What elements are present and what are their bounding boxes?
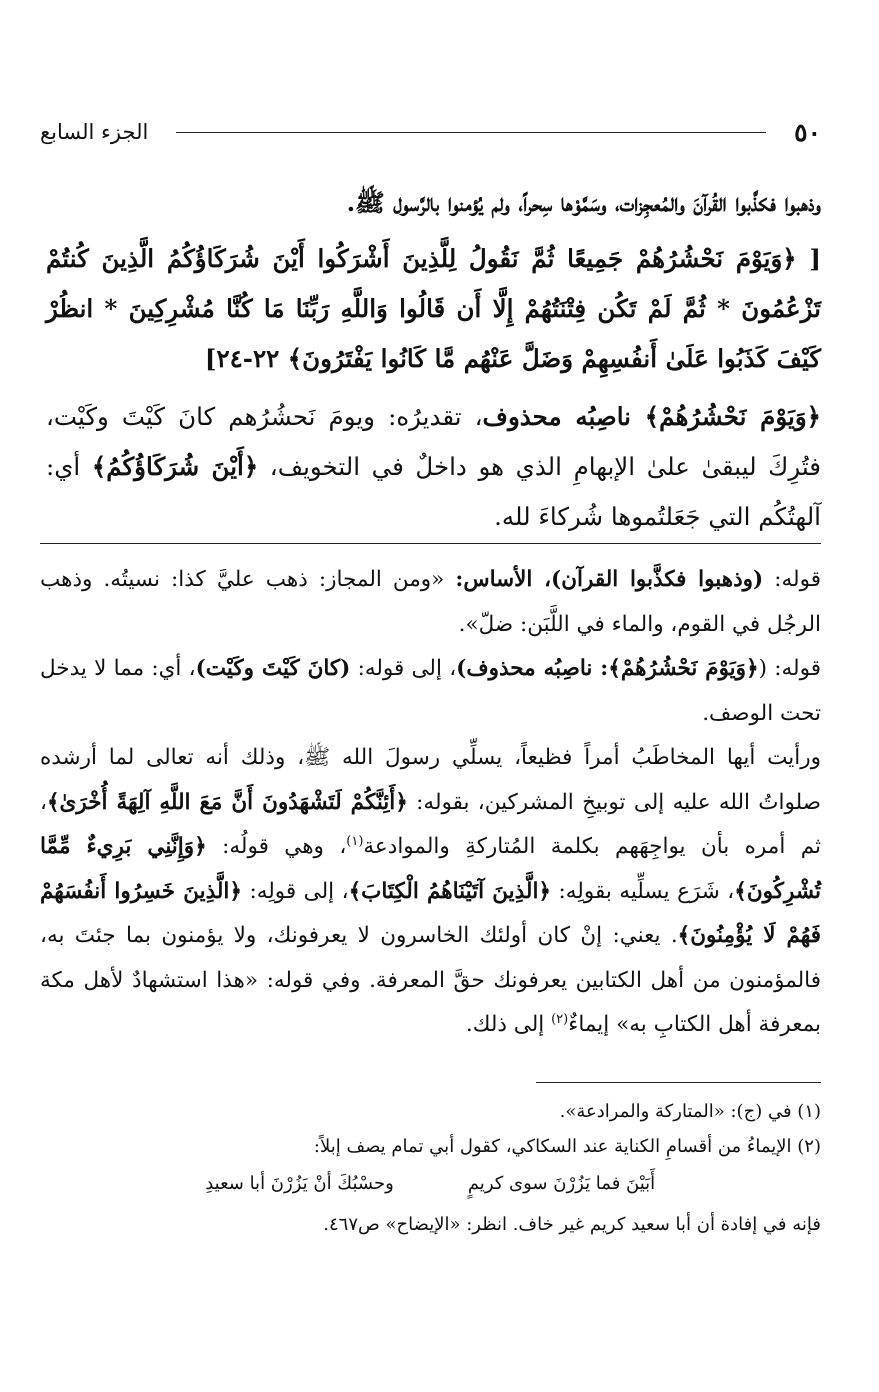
main-paragraph-2 [46,392,821,542]
text-run: قوله: ( [758,656,821,681]
quran-quote: ﴿وَيَوْمَ نَحْشُرُهُمْ﴾ [608,656,759,681]
section-divider [40,543,821,544]
quran-quote: ﴿الَّذِينَ آتَيْنَاهُمُ الْكِتَابَ﴾ [348,878,552,904]
footnote-ref: (١) [346,833,364,849]
text-run: ، ثم أمره بأن يواجِهَهم بكلمة المُتاركةِ والموادعة [40,789,821,859]
poetry-verse [40,1166,821,1201]
quran-quote: ﴿أَئِنَّكُمْ لَتَشْهَدُونَ أَنَّ مَعَ اللَّهِ آلِهَةً أُخْرَىٰ﴾ [46,789,408,815]
quran-quote: ﴿الَّذِينَ خَسِرُوا أَنفُسَهُمْ فَهُمْ لَا يُؤْمِنُونَ﴾ [40,878,821,948]
bold-phrase: : ناصِبُه محذوف) [456,656,609,681]
text-run: ، شَرَع يسلِّيه بقولِه: [551,878,735,904]
footnote-2: (٢) الإيماءُ من أقسامِ الكناية عند السكاكي، كقول أبي تمام يصف إبلاً: [313,1136,821,1157]
text-run: إلى ذلك. [465,1012,552,1037]
quran-quote: ﴿أَيْنَ شُرَكَاؤُكُمُ﴾ [91,452,259,481]
text-run: . يعني: إنْ كان أولئك الخاسرون لا يعرفونك، ولا يؤمنون بما جئتَ به، فالمؤمنون من أهل الكتابين يعرفونك حقَّ المعرفة. وفي قوله: «هذا استشهادٌ لأهل مكة بمعرفة أهل الكتابِ به» إيماءٌ [40,923,821,1037]
text-run: ، وهي قولُه: [206,834,347,859]
footnote-1: (١) في (ج): «المتاركة والمرادعة». [559,1101,821,1122]
verse-hemistich-second: وحسْبُكَ أنْ يَزُرْنَ أبا سعيدِ [205,1173,394,1194]
text-run: ، أي: مما لا يدخل تحت الوصف. [40,656,821,726]
commentary-paragraph-1 [40,558,821,647]
footnote-divider [536,1082,821,1083]
quran-quote: ﴿وَإِنَّنِي بَرِيءٌ مِّمَّا تُشْرِكُونَ﴾ [40,834,821,904]
commentary-paragraph-3 [40,736,821,1048]
footnote-2-continued: فإنه في إفادة أن أبا سعيد كريم غير خاف. انظر: «الإيضاح» ص٤٦٧. [323,1214,821,1235]
commentary-paragraph-2 [40,647,821,736]
commentary [40,558,821,1048]
text-run: ، إلى قولِه: [241,878,349,904]
running-title: الجزء السابع [40,120,149,144]
text-run: قوله: [763,567,821,592]
text-run: ، إلى قوله: [350,656,457,681]
bold-phrase: (وذهبوا فكذَّبوا القرآن)، الأساس: [455,567,764,592]
text-run: أي: آلهتُكُم التي جَعَلتُموها شُركاءَ لله. [46,452,821,531]
text-run: «ومن المجاز: ذهب عليَّ كذا: نسيتُه. وذهب الرجُل في القوم، والماء في اللَّبَن: ضلّ». [40,567,821,637]
main-paragraph-1: وذهبوا فكذَّبوا القُرآنَ والمُعجِزات، وسَمَّوْها سِحراً، ولم يُؤمنوا بالرَّسول ﷺ. [346,188,821,217]
bold-phrase: ناصِبُه محذوف [482,402,645,431]
page-number: ٥٠ [794,117,821,147]
footnotes [40,1094,821,1242]
text-run: ، تقديرُه: ويومَ نَحشُرُهم كانَ كَيْتَ وكَيْت، فتُرِكَ ليبقىٰ علىٰ الإبهامِ الذي هو داخلٌ في التخويف، [46,402,821,481]
text-run: ورأيت أيها المخاطَبُ أمراً فظيعاً، يسلِّي رسولَ الله ﷺ، وذلك أنه تعالى لما أرشده صلواتُ الله عليه إلى توبيخِ المشركين، بقوله: [40,745,821,815]
header-rule [176,132,766,133]
main-text [46,178,821,542]
bold-phrase: (كانَ كَيْتَ وكَيْت) [195,656,351,681]
quran-quote: ﴿وَيَوْمَ نَحْشُرُهُمْ﴾ [644,402,822,431]
footnote-ref: (٢) [551,1011,569,1027]
page-header [40,112,821,152]
quran-verses: [ ﴿وَيَوْمَ نَحْشُرُهُمْ جَمِيعًا ثُمَّ نَقُولُ لِلَّذِينَ أَشْرَكُوا أَيْنَ شُرَكَاؤُكُمُ الَّذِينَ كُنتُمْ تَزْعُمُونَ * ثُمَّ لَمْ تَكُن فِتْنَتُهُمْ إِلَّا أَن قَالُوا وَاللَّهِ رَبِّنَا مَا كُنَّا مُشْرِكِينَ * انظُرْ كَيْفَ كَذَبُوا عَلَىٰ أَنفُسِهِمْ وَضَلَّ عَنْهُم مَّا كَانُوا يَفْتَرُونَ﴾ ٢٢-٢٤] [46,244,821,373]
verse-hemistich-first: أَبَيْنَ فما يَزُرْنَ سوى كريمٍ [467,1173,656,1194]
